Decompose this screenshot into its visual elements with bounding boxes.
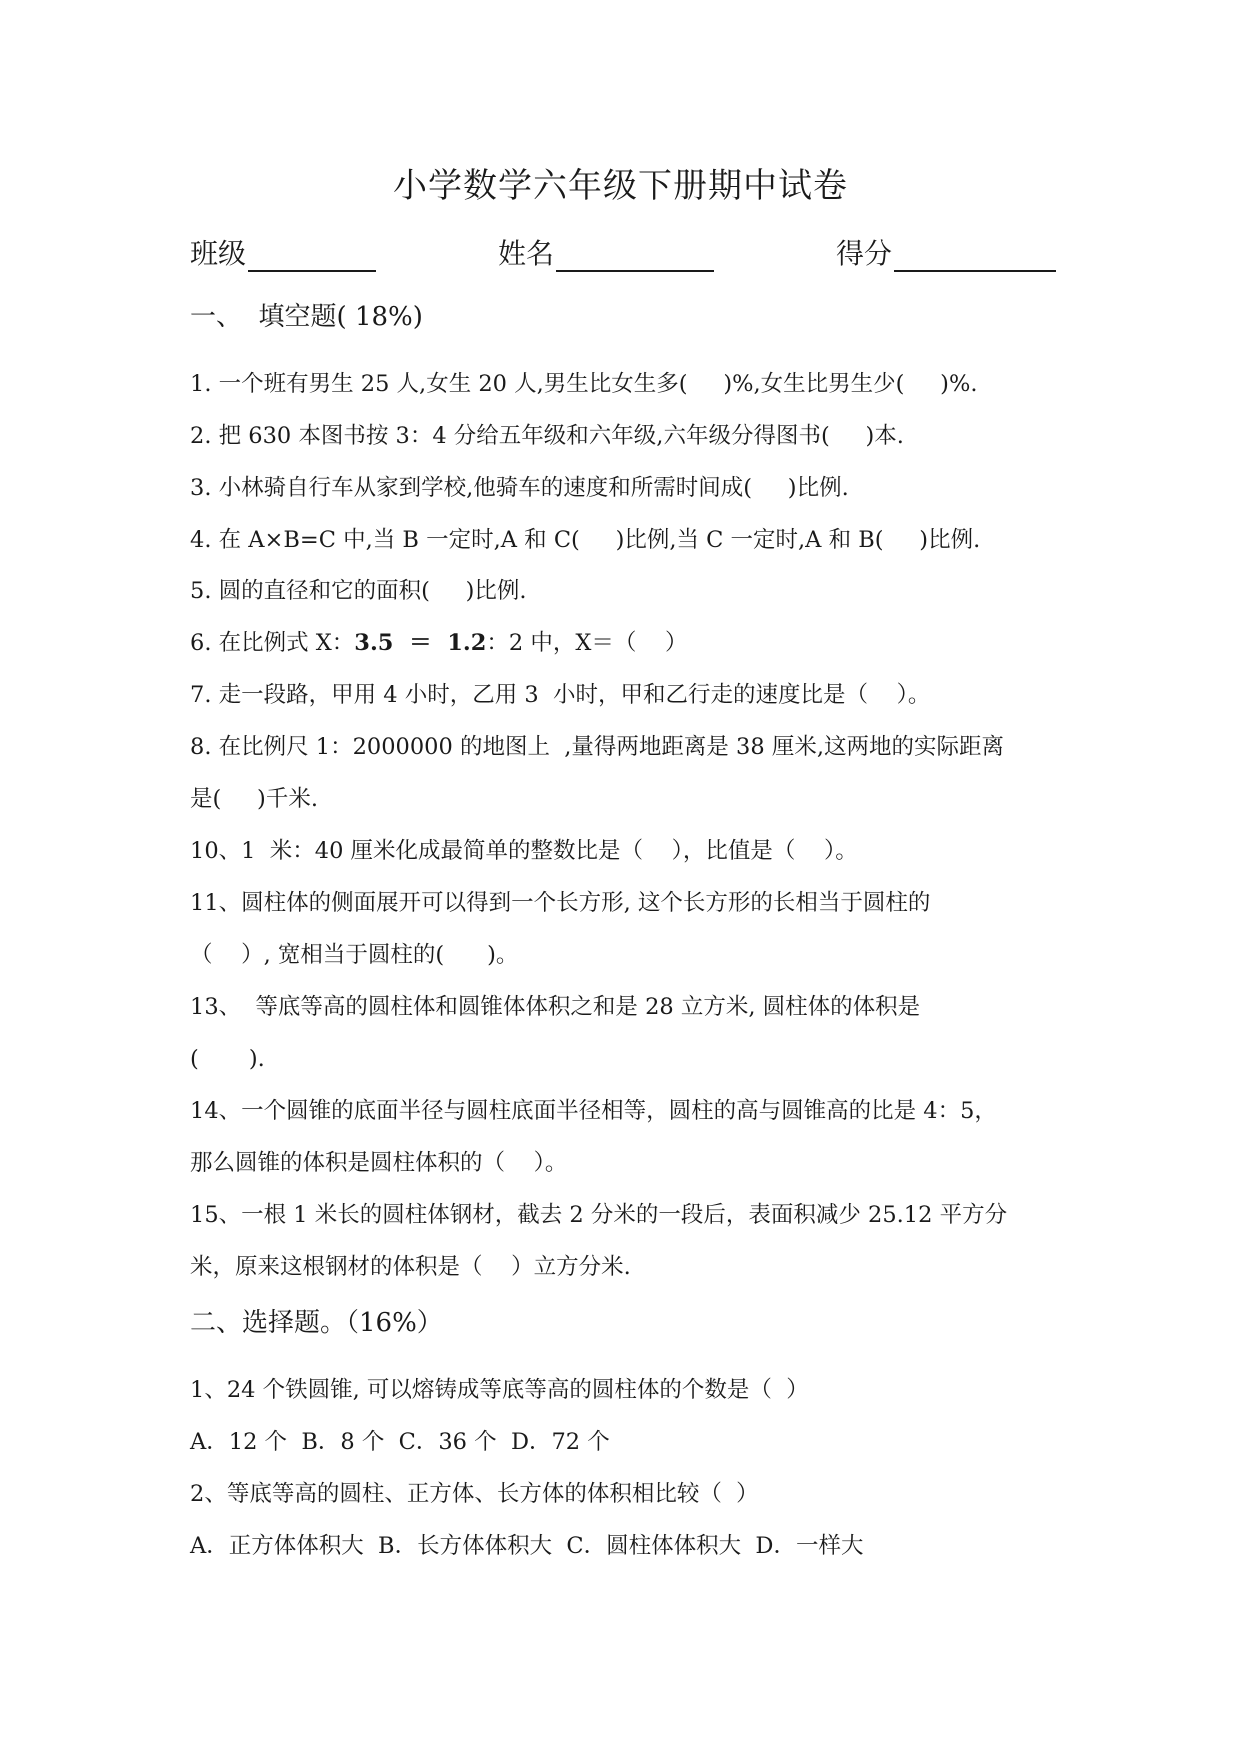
class-blank-line (248, 240, 376, 272)
question-6-ratio: 3.5 ＝ 1.2 (354, 630, 487, 656)
question-13-line-1: 13、 等底等高的圆柱体和圆锥体体积之和是 28 立方米, 圆柱体的体积是 (190, 994, 921, 1020)
class-field (190, 232, 376, 272)
question-14-line-2: 那么圆锥的体积是圆柱体积的（ ）。 (190, 1150, 568, 1176)
question-5: 5. 圆的直径和它的面积( )比例. (190, 578, 527, 604)
question-4: 4. 在 A×B=C 中,当 B 一定时,A 和 C( )比例,当 C 一定时,A 和 B( )比例. (190, 527, 981, 553)
question-8-line-1: 8. 在比例尺 1：2000000 的地图上 ,量得两地距离是 38 厘米,这两地的实际距离 (190, 734, 1004, 760)
exam-title: 小学数学六年级下册期中试卷 (393, 166, 848, 206)
question-6 (190, 628, 688, 658)
question-10: 10、1 米：40 厘米化成最简单的整数比是（ ），比值是（ ）。 (190, 838, 858, 864)
name-label: 姓名 (498, 237, 555, 270)
question-14-line-1: 14、一个圆锥的底面半径与圆柱底面半径相等，圆柱的高与圆锥高的比是 4：5， (190, 1098, 997, 1124)
question-11-line-2: （ ）, 宽相当于圆柱的( )。 (190, 942, 519, 968)
score-blank-line (894, 240, 1056, 272)
score-label: 得分 (836, 237, 893, 270)
choice-1: 1、24 个铁圆锥, 可以熔铸成等底等高的圆柱体的个数是（ ） (190, 1377, 809, 1403)
question-7: 7. 走一段路，甲用 4 小时，乙用 3 小时，甲和乙行走的速度比是（ ）。 (190, 682, 931, 708)
question-3: 3. 小林骑自行车从家到学校,他骑车的速度和所需时间成( )比例. (190, 475, 849, 501)
choice-2: 2、等底等高的圆柱、正方体、长方体的体积相比较（ ） (190, 1481, 759, 1507)
question-1: 1. 一个班有男生 25 人,女生 20 人,男生比女生多( )%,女生比男生少( )%. (190, 371, 978, 397)
score-field (836, 232, 1056, 272)
question-15-line-2: 米，原来这根钢材的体积是（ ）立方分米. (190, 1254, 631, 1280)
question-2: 2. 把 630 本图书按 3：4 分给五年级和六年级,六年级分得图书( )本. (190, 423, 904, 449)
question-11-line-1: 11、圆柱体的侧面展开可以得到一个长方形, 这个长方形的长相当于圆柱的 (190, 890, 931, 916)
section-fill-blank-heading: 一、 填空题( 18%) (190, 302, 423, 332)
class-label: 班级 (190, 237, 247, 270)
question-15-line-1: 15、一根 1 米长的圆柱体钢材，截去 2 分米的一段后，表面积减少 25.12 平方分 (190, 1202, 1008, 1228)
question-6-prefix: 6. 在比例式 X： (190, 630, 355, 656)
question-6-suffix: ：2 中，X＝（ ） (486, 630, 688, 656)
question-8-line-2: 是( )千米. (190, 786, 318, 812)
section-choice-heading: 二、选择题。（16%） (190, 1308, 443, 1338)
choice-1-options: A．12 个 B．8 个 C．36 个 D．72 个 (190, 1429, 610, 1455)
name-field (498, 232, 714, 272)
name-blank-line (556, 240, 714, 272)
choice-2-options: A．正方体体积大 B．长方体体积大 C．圆柱体体积大 D．一样大 (190, 1533, 864, 1559)
question-13-line-2: ( ). (190, 1046, 265, 1072)
